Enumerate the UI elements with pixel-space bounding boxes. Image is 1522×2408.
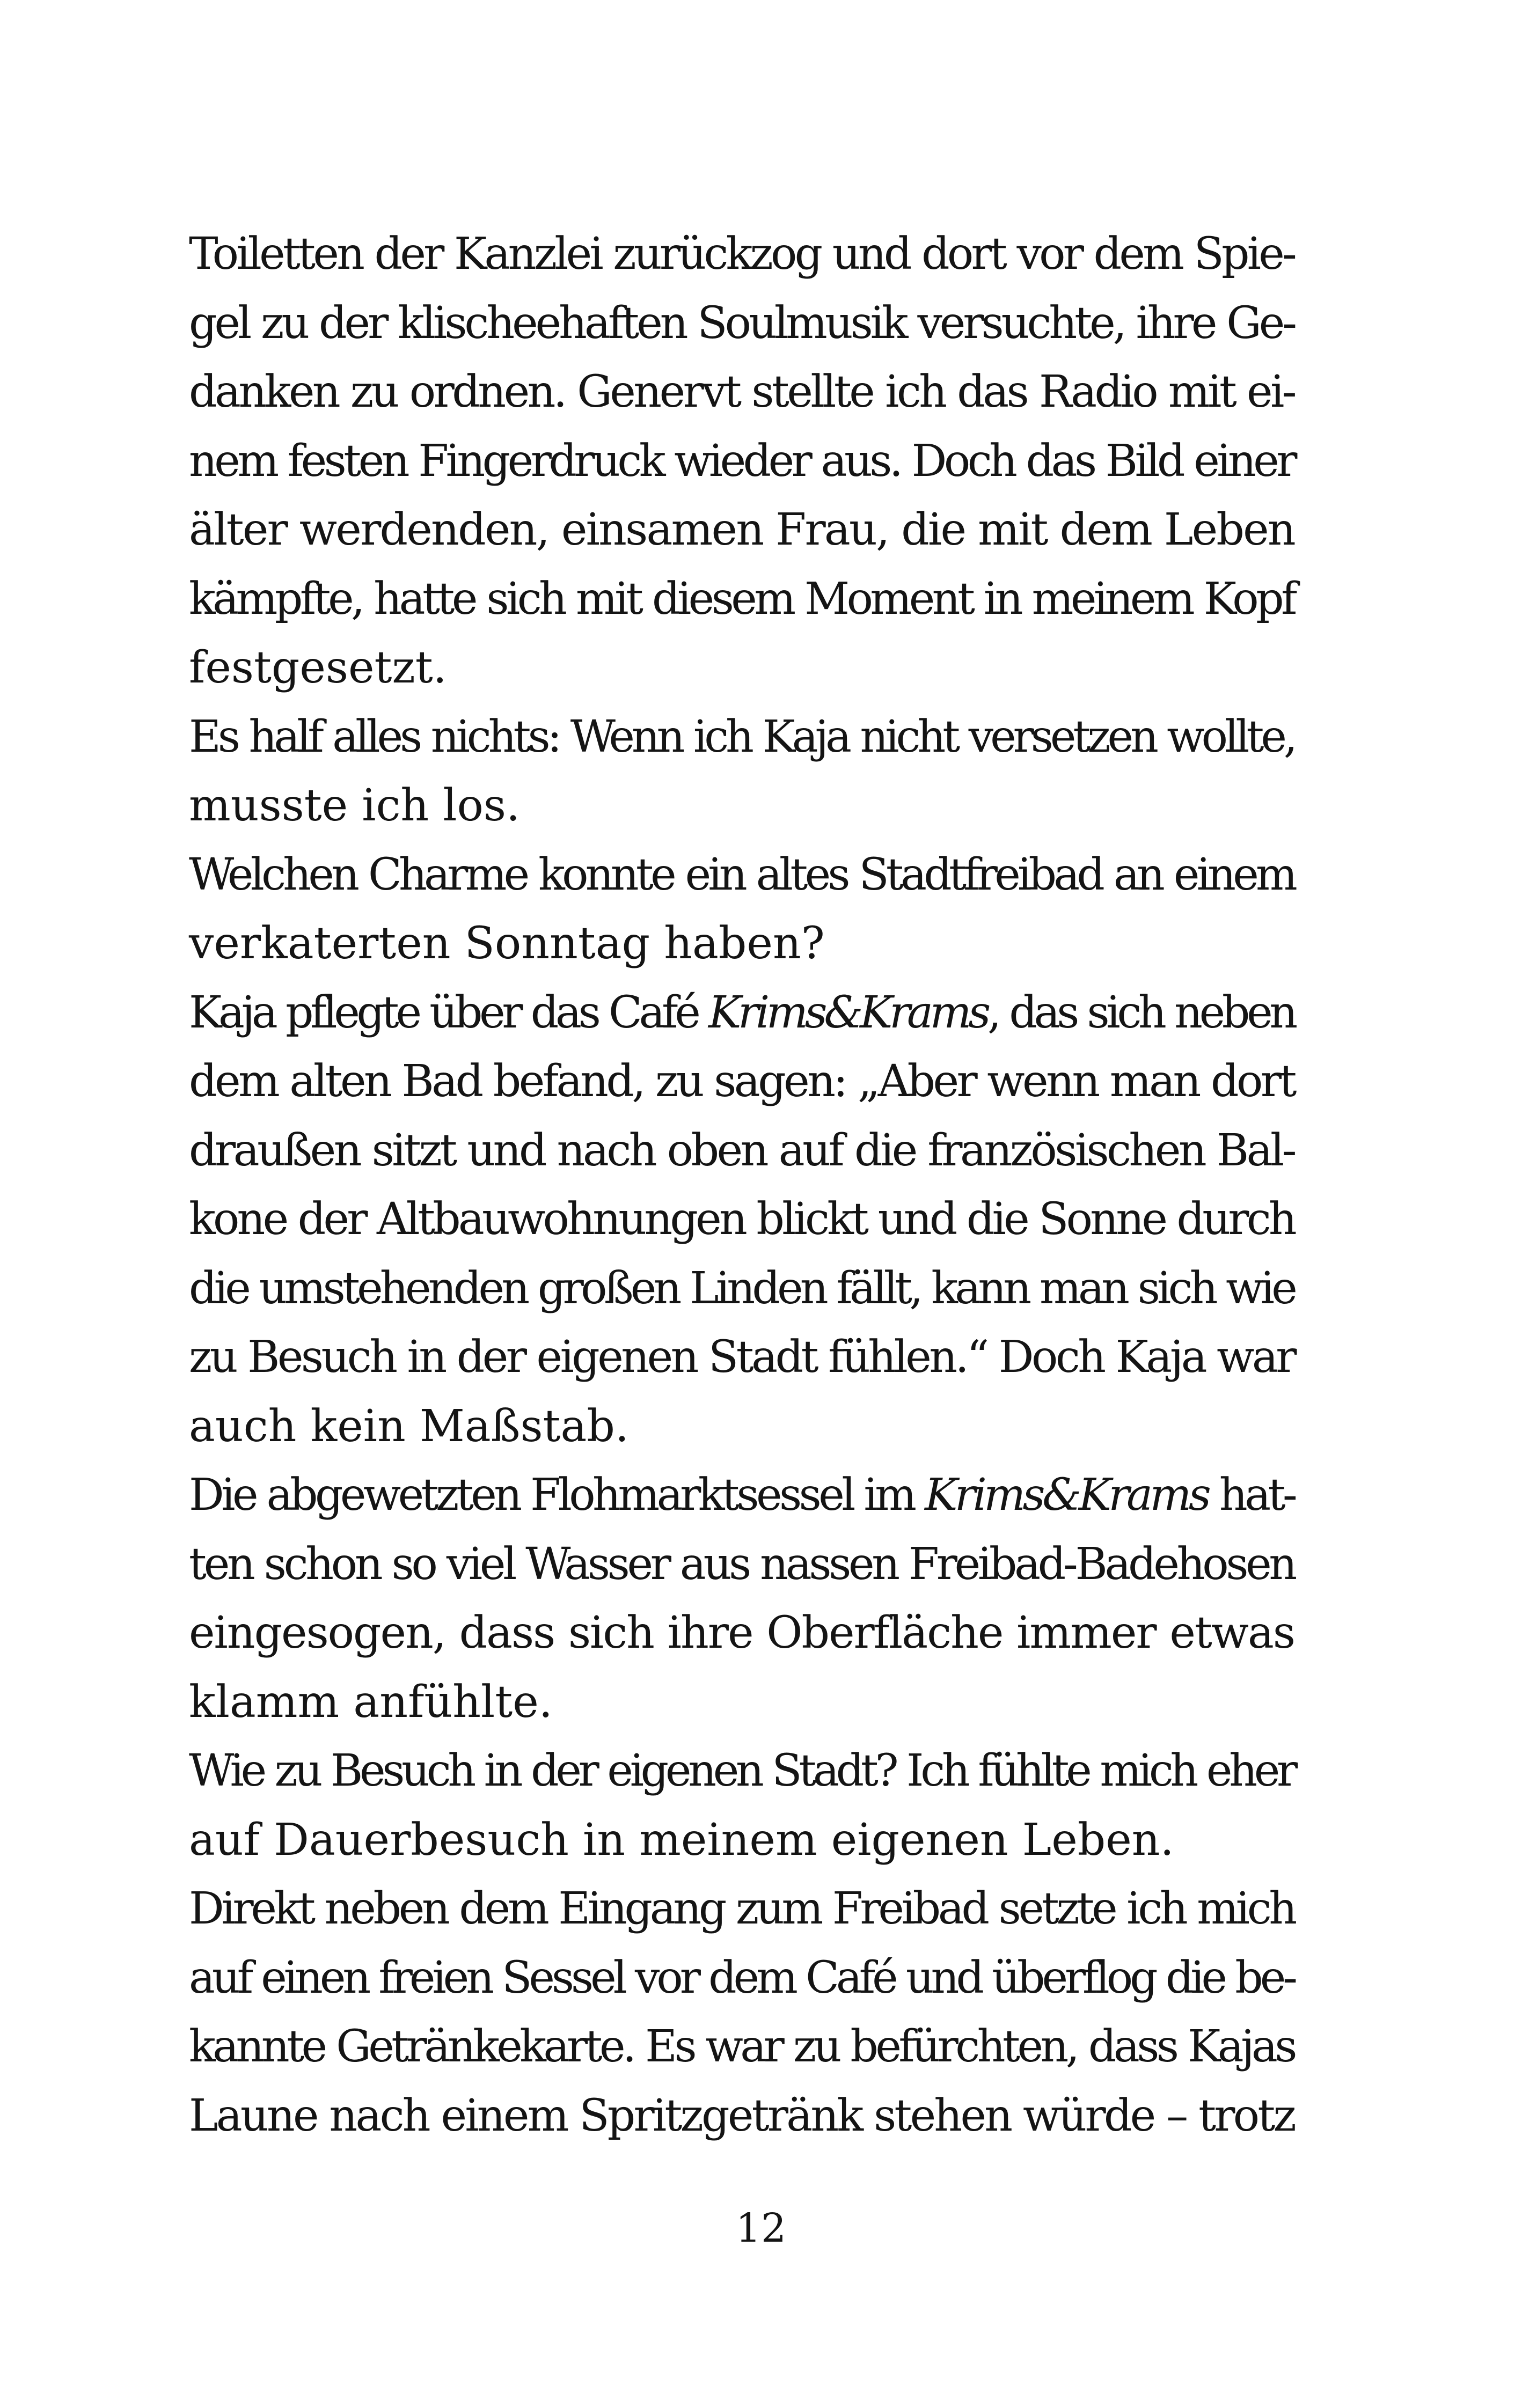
- text-line: zu Besuch in der eigenen Stadt fühlen.“ Doch Kaja war: [189, 1332, 1294, 1383]
- italic-text-segment: Krims&Krams: [925, 1470, 1209, 1521]
- text-line: nem festen Fingerdruck wieder aus. Doch das Bild einer: [189, 435, 1294, 487]
- italic-text-segment: Krims&Krams: [708, 987, 987, 1038]
- text-line: eingesogen, dass sich ihre Oberfläche immer etwas: [189, 1607, 1294, 1658]
- text-line: Welchen Charme konnte ein altes Stadtfreibad an einem: [189, 849, 1294, 900]
- text-segment: Kaja pflegte über das Café: [189, 987, 709, 1038]
- body-text: [189, 220, 1294, 2150]
- text-line: [189, 1461, 1294, 1530]
- text-line: kone der Altbauwohnungen blickt und die Sonne durch: [189, 1194, 1294, 1245]
- text-line: kämpfte, hatte sich mit diesem Moment in meinem Kopf: [189, 573, 1294, 625]
- text-line: [189, 979, 1294, 1048]
- text-line: dem alten Bad befand, zu sagen: „Aber wenn man dort: [189, 1056, 1294, 1107]
- text-line: die umstehenden großen Linden fällt, kann man sich wie: [189, 1262, 1294, 1314]
- text-line: auf Dauerbesuch in meinem eigenen Leben.: [189, 1814, 1174, 1866]
- text-line: älter werdenden, einsamen Frau, die mit dem Leben: [189, 504, 1294, 555]
- text-line: ten schon so viel Wasser aus nassen Freibad-Badehosen: [189, 1538, 1294, 1590]
- text-line: Wie zu Besuch in der eigenen Stadt? Ich fühlte mich eher: [189, 1745, 1294, 1796]
- text-line: auf einen freien Sessel vor dem Café und überflog die be-: [189, 1952, 1294, 2003]
- text-line: festgesetzt.: [189, 642, 447, 693]
- text-segment: , das sich neben: [987, 987, 1294, 1038]
- text-line: Laune nach einem Spritzgetränk stehen würde – trotz: [189, 2090, 1294, 2141]
- text-line: gel zu der klischeehaften Soulmusik versuchte, ihre Ge-: [189, 297, 1294, 349]
- text-line: musste ich los.: [189, 780, 521, 831]
- text-line: verkaterten Sonntag haben?: [189, 918, 825, 969]
- text-segment: Die abgewetzten Flohmarktsessel im: [189, 1470, 925, 1521]
- text-line: danken zu ordnen. Genervt stellte ich das Radio mit ei-: [189, 366, 1294, 417]
- page-number: 12: [735, 2205, 787, 2251]
- text-line: Es half alles nichts: Wenn ich Kaja nicht versetzen wollte,: [189, 711, 1294, 762]
- text-line: draußen sitzt und nach oben auf die französischen Bal-: [189, 1125, 1294, 1176]
- text-line: Toiletten der Kanzlei zurückzog und dort vor dem Spie-: [189, 229, 1294, 280]
- text-segment: hat-: [1208, 1470, 1295, 1521]
- text-line: klamm anfühlte.: [189, 1676, 553, 1728]
- text-line: Direkt neben dem Eingang zum Freibad setzte ich mich: [189, 1883, 1294, 1934]
- text-line: auch kein Maßstab.: [189, 1400, 629, 1452]
- text-line: kannte Getränkekarte. Es war zu befürchten, dass Kajas: [189, 2021, 1294, 2072]
